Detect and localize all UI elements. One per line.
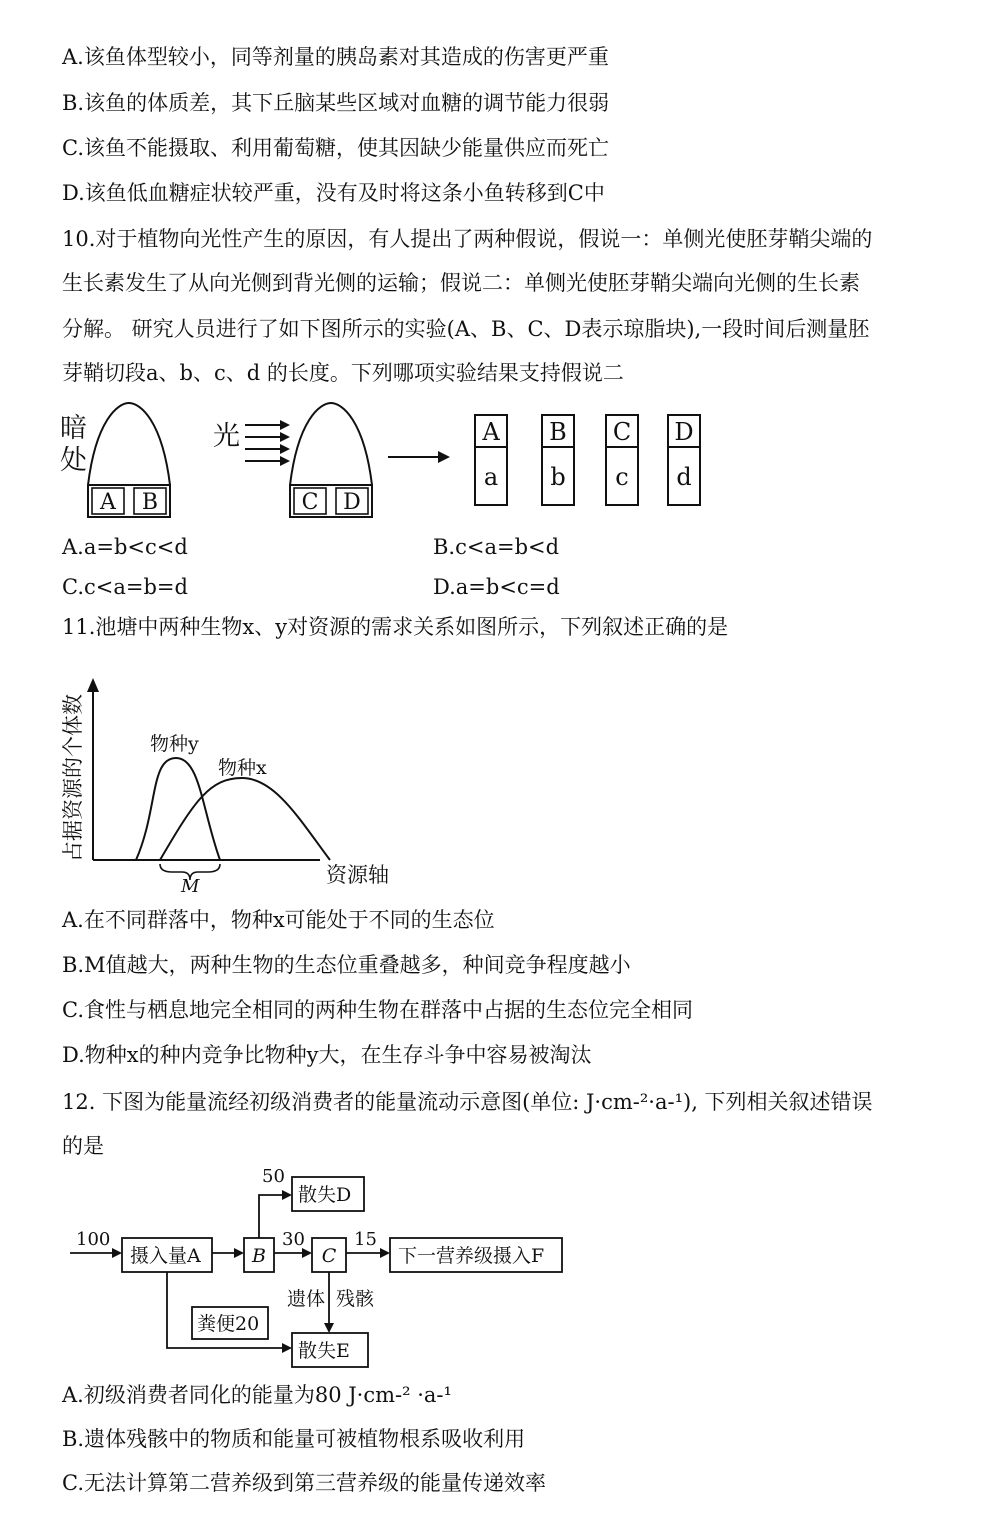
q12-stem-line-1: 12. 下图为能量流经初级消费者的能量流动示意图(单位: J·cm-²·a-¹), 下列相关叙述错误 [62, 1090, 873, 1114]
q10-option-a: A.a=b<c<d [62, 535, 188, 559]
block-c-label: C [301, 490, 319, 515]
input-value: 100 [76, 1229, 111, 1250]
block-b-label: B [141, 490, 159, 515]
overlap-label: M [181, 876, 200, 897]
remains-label-1: 遗体 [287, 1288, 326, 1310]
y-axis-label: 占据资源的个体数 [61, 694, 85, 862]
feces-label: 粪便20 [197, 1313, 260, 1335]
q12-energy-flow-diagram [0, 1165, 1000, 1375]
node-b-label: B [252, 1245, 266, 1267]
coleoptile-dark [88, 403, 170, 485]
arrow-a-b [234, 1248, 244, 1258]
node-f-label: 下一营养级摄入F [398, 1245, 545, 1267]
series-x-curve [160, 778, 330, 860]
input-arrow-head [112, 1248, 122, 1258]
node-e-label: 散失E [298, 1340, 350, 1362]
value-d: 50 [262, 1166, 285, 1187]
q10-option-c: C.c<a=b=d [62, 575, 188, 599]
segment-b-label: b [550, 463, 566, 491]
q11-niche-chart [0, 660, 1000, 900]
q9-option-a: A.该鱼体型较小，同等剂量的胰岛素对其造成的伤害更严重 [62, 45, 609, 69]
q10-stem-line-4: 芽鞘切段a、b、c、d 的长度。下列哪项实验结果支持假说二 [62, 361, 624, 385]
node-a-label: 摄入量A [130, 1245, 201, 1267]
value-f: 15 [354, 1229, 377, 1250]
q10-stem-line-2: 生长素发生了从向光侧到背光侧的运输；假说二：单侧光使胚芽鞘尖端向光侧的生长素 [62, 271, 860, 295]
segment-d-label: d [676, 463, 692, 491]
q12-option-a: A.初级消费者同化的能量为80 J·cm-² ·a-¹ [62, 1383, 452, 1407]
line-b-d [259, 1195, 284, 1238]
q11-option-a: A.在不同群落中，物种x可能处于不同的生态位 [62, 908, 495, 932]
value-c: 30 [282, 1229, 305, 1250]
block-d-label: D [343, 490, 361, 515]
q12-option-c: C.无法计算第二营养级到第三营养级的能量传递效率 [62, 1471, 546, 1495]
q11-option-b: B.M值越大，两种生物的生态位重叠越多，种间竞争程度越小 [62, 953, 631, 977]
segment-a-label: a [483, 463, 499, 491]
q9-option-d: D.该鱼低血糖症状较严重，没有及时将这条小鱼转移到C中 [62, 181, 605, 205]
q11-option-c: C.食性与栖息地完全相同的两种生物在群落中占据的生态位完全相同 [62, 998, 693, 1022]
q10-option-d: D.a=b<c=d [433, 575, 560, 599]
remains-label-2: 残骸 [336, 1288, 375, 1310]
q11-stem: 11.池塘中两种生物x、y对资源的需求关系如图所示，下列叙述正确的是 [62, 615, 729, 639]
q9-option-c: C.该鱼不能摄取、利用葡萄糖，使其因缺少能量供应而死亡 [62, 136, 609, 160]
q12-option-b: B.遗体残骸中的物质和能量可被植物根系吸收利用 [62, 1427, 526, 1451]
coleoptile-light [290, 403, 372, 485]
arrow-c-e [324, 1323, 334, 1333]
segment-a-block: A [482, 418, 500, 446]
segment-d-block: D [674, 418, 694, 446]
segment-c-block: C [612, 418, 632, 446]
node-c-label: C [321, 1245, 337, 1267]
dark-label-1: 暗 [60, 413, 87, 444]
series-y-label: 物种y [150, 733, 199, 755]
dark-label-2: 处 [60, 445, 87, 476]
block-a-label: A [100, 490, 116, 515]
q10-stem-line-3: 分解。 研究人员进行了如下图所示的实验(A、B、C、D表示琼脂块),一段时间后测量胚 [62, 317, 870, 341]
segment-b-block: B [549, 418, 567, 446]
light-label: 光 [213, 421, 240, 452]
segment-c-label: c [615, 463, 629, 491]
node-d-label: 散失D [298, 1184, 352, 1206]
y-axis-arrow [87, 678, 99, 692]
x-axis-label: 资源轴 [326, 863, 389, 887]
q10-option-b: B.c<a=b<d [433, 535, 560, 559]
series-y-curve [136, 758, 220, 860]
series-x-label: 物种x [218, 757, 267, 779]
q11-option-d: D.物种x的种内竞争比物种y大，在生存斗争中容易被淘汰 [62, 1043, 592, 1067]
light-arrows [245, 420, 290, 466]
arrow-b-d [282, 1190, 292, 1200]
q12-stem-line-2: 的是 [62, 1134, 104, 1158]
q9-option-b: B.该鱼的体质差，其下丘脑某些区域对血糖的调节能力很弱 [62, 91, 610, 115]
arrow-a-e [282, 1343, 292, 1353]
arrow-c-f [380, 1248, 390, 1258]
process-arrow-head [438, 451, 450, 463]
q10-stem-line-1: 10.对于植物向光性产生的原因，有人提出了两种假说，假说一：单侧光使胚芽鞘尖端的 [62, 227, 873, 251]
q10-coleoptile-figure [0, 395, 1000, 525]
